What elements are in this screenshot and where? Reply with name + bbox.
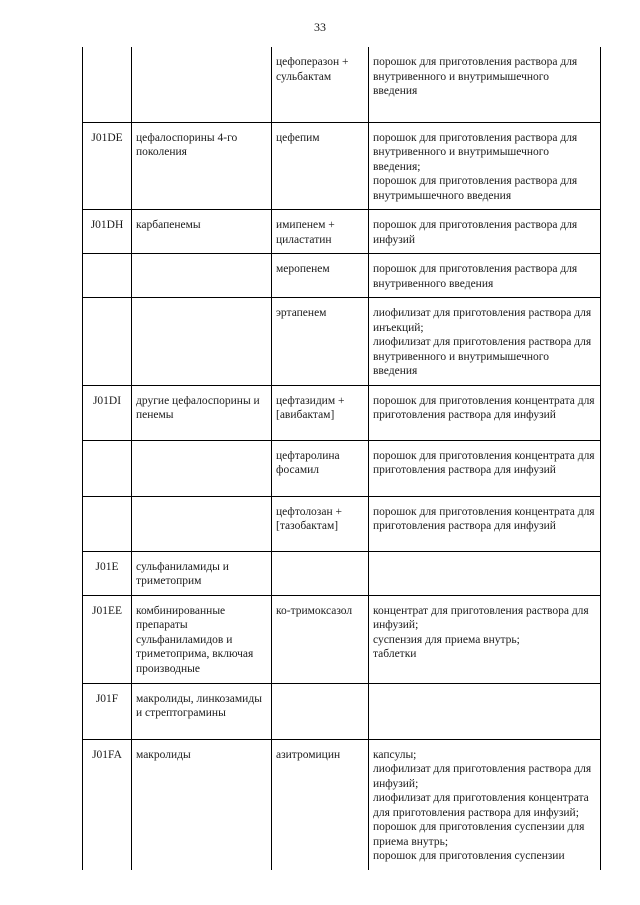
dosage-form-cell — [369, 385, 601, 440]
atc-code-cell: J01E — [83, 551, 132, 595]
dosage-form-line: порошок для приготовления концентрата для приготовления раствора для инфузий — [373, 449, 595, 476]
dosage-form-cell — [369, 440, 601, 496]
drug-name-cell: имипенем + циластатин — [272, 210, 369, 254]
group-name-cell: сульфаниламиды и триметоприм — [132, 551, 272, 595]
drug-name-cell: ко-тримоксазол — [272, 595, 369, 683]
dosage-form-line: порошок для приготовления раствора для инфузий — [373, 219, 578, 246]
atc-code-cell: J01EE — [83, 595, 132, 683]
dosage-form-cell — [369, 683, 601, 739]
drug-name-cell: цефтазидим + [авибактам] — [272, 385, 369, 440]
group-name-cell: макролиды, линкозамиды и стрептограмины — [132, 683, 272, 739]
table-row — [83, 739, 601, 870]
table-row — [83, 496, 601, 551]
dosage-form-line: порошок для приготовления раствора для внутримышечного введения — [373, 175, 578, 202]
dosage-form-line: лиофилизат для приготовления концентрата для приготовления раствора для инфузий; — [373, 792, 589, 819]
dosage-form-cell — [369, 595, 601, 683]
dosage-form-line: капсулы; — [373, 748, 417, 761]
drug-name-cell: цефтаролина фосамил — [272, 440, 369, 496]
dosage-form-line: лиофилизат для приготовления раствора для инъекций; — [373, 307, 592, 334]
dosage-form-cell — [369, 122, 601, 210]
table-row — [83, 122, 601, 210]
table-row — [83, 254, 601, 298]
dosage-form-line: порошок для приготовления суспензии для приема внутрь; — [373, 821, 585, 848]
table-row — [83, 595, 601, 683]
atc-code-cell — [83, 298, 132, 386]
atc-code-cell — [83, 254, 132, 298]
dosage-form-line: суспензия для приема внутрь; — [373, 633, 520, 646]
dosage-form-line: порошок для приготовления концентрата для приготовления раствора для инфузий — [373, 394, 595, 421]
drug-name-cell: эртапенем — [272, 298, 369, 386]
atc-code-cell: J01FA — [83, 739, 132, 870]
dosage-form-cell — [369, 254, 601, 298]
atc-code-cell: J01DI — [83, 385, 132, 440]
drug-name-cell: цефепим — [272, 122, 369, 210]
atc-code-cell — [83, 496, 132, 551]
dosage-form-cell — [369, 739, 601, 870]
group-name-cell — [132, 440, 272, 496]
dosage-form-line: концентрат для приготовления раствора для инфузий; — [373, 604, 589, 631]
table-row — [83, 440, 601, 496]
dosage-form-cell — [369, 551, 601, 595]
table-row — [83, 551, 601, 595]
atc-code-cell — [83, 440, 132, 496]
drug-name-cell: цефоперазон + сульбактам — [272, 47, 369, 122]
group-name-cell — [132, 47, 272, 122]
dosage-form-line: таблетки — [373, 648, 417, 660]
dosage-form-cell — [369, 496, 601, 551]
group-name-cell: макролиды — [132, 739, 272, 870]
dosage-form-cell — [369, 298, 601, 386]
page-number: 33 — [314, 20, 326, 34]
table-row — [83, 47, 601, 122]
drug-table — [82, 47, 601, 870]
group-name-cell: карбапенемы — [132, 210, 272, 254]
group-name-cell: другие цефалоспорины и пенемы — [132, 385, 272, 440]
table-row — [83, 298, 601, 386]
drug-name-cell — [272, 551, 369, 595]
drug-name-cell: азитромицин — [272, 739, 369, 870]
dosage-form-line: порошок для приготовления концентрата для приготовления раствора для инфузий — [373, 505, 595, 532]
group-name-cell — [132, 298, 272, 386]
dosage-form-line: порошок для приготовления раствора для внутривенного и внутримышечного введения — [373, 56, 578, 97]
dosage-form-cell — [369, 210, 601, 254]
table-row — [83, 683, 601, 739]
group-name-cell — [132, 254, 272, 298]
drug-name-cell: цефтолозан + [тазобактам] — [272, 496, 369, 551]
table-row — [83, 385, 601, 440]
dosage-form-line: порошок для приготовления суспензии — [373, 850, 565, 862]
dosage-form-line: лиофилизат для приготовления раствора для инфузий; — [373, 763, 592, 790]
drug-name-cell — [272, 683, 369, 739]
group-name-cell — [132, 496, 272, 551]
group-name-cell: цефалоспорины 4-го поколения — [132, 122, 272, 210]
drug-name-cell: меропенем — [272, 254, 369, 298]
atc-code-cell: J01F — [83, 683, 132, 739]
atc-code-cell: J01DE — [83, 122, 132, 210]
table-row — [83, 210, 601, 254]
dosage-form-line: порошок для приготовления раствора для внутривенного введения — [373, 263, 578, 290]
atc-code-cell — [83, 47, 132, 122]
group-name-cell: комбинированные препараты сульфаниламидов и триметоприма, включая производные — [132, 595, 272, 683]
dosage-form-cell — [369, 47, 601, 122]
dosage-form-line: лиофилизат для приготовления раствора для внутривенного и внутримышечного введения — [373, 336, 592, 377]
atc-code-cell: J01DH — [83, 210, 132, 254]
dosage-form-line: порошок для приготовления раствора для внутривенного и внутримышечного введения; — [373, 131, 578, 173]
